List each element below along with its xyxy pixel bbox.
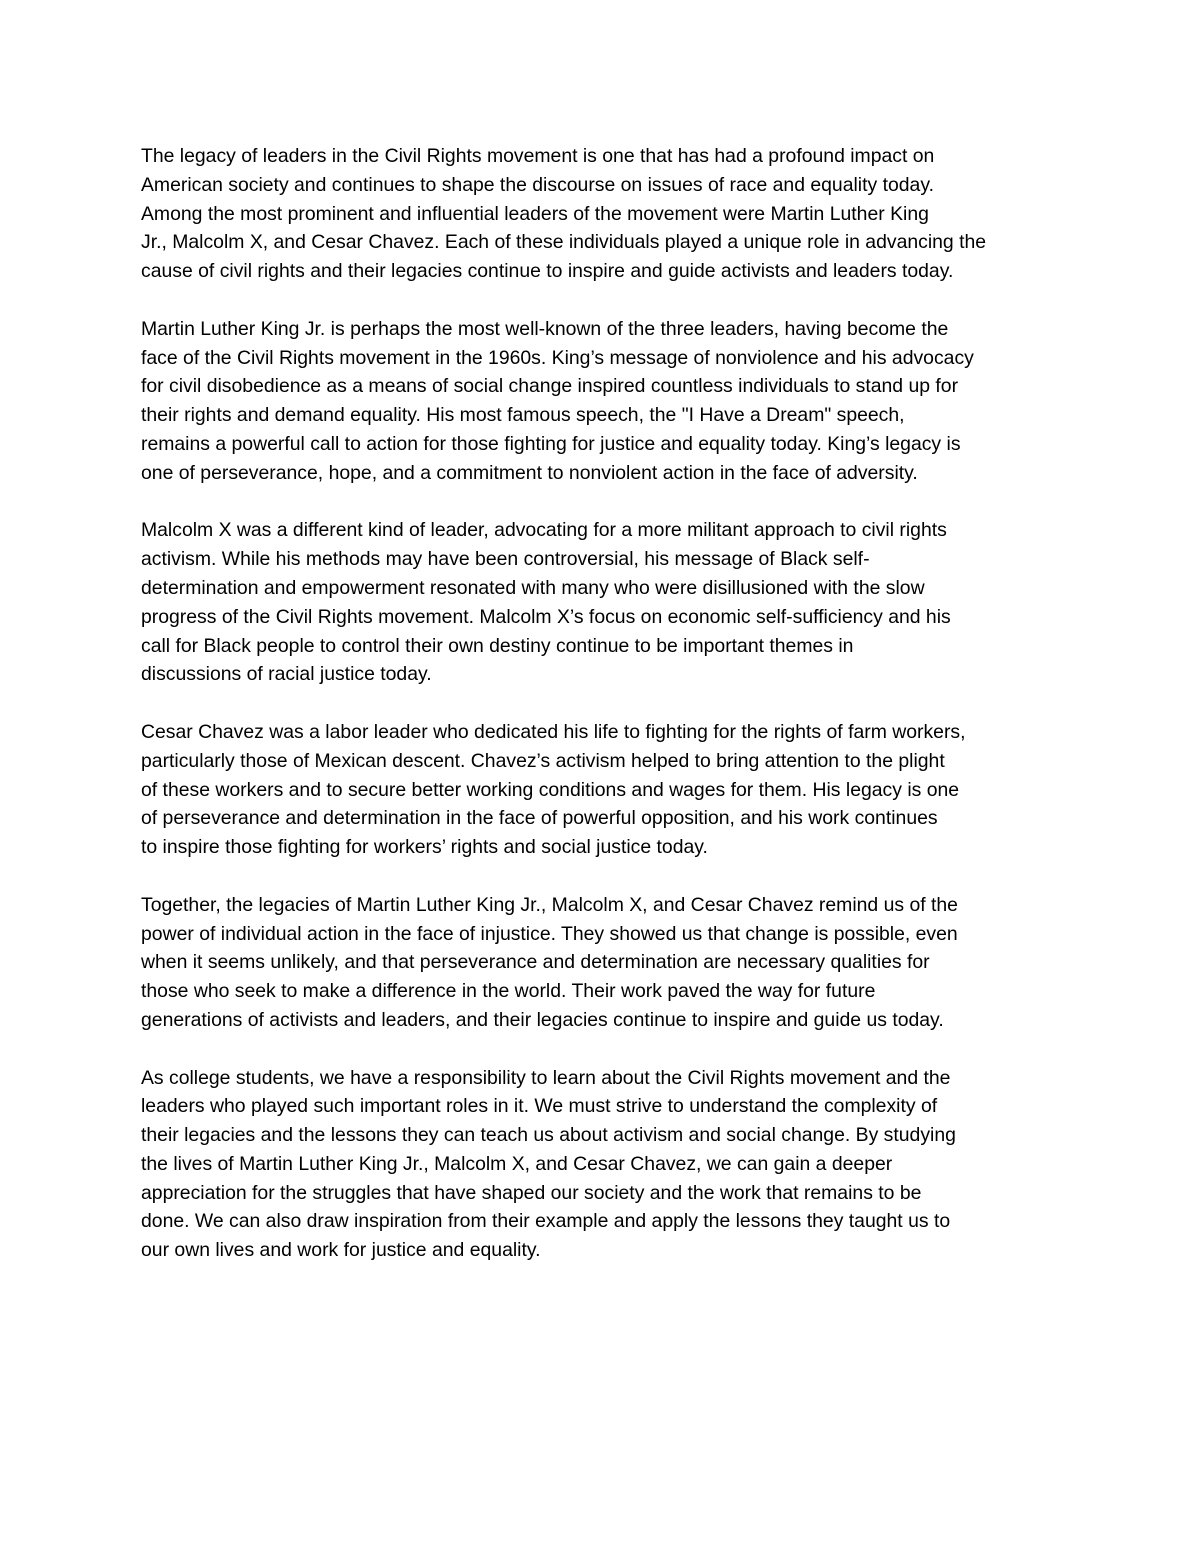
text-line: call for Black people to control their own destiny continue to be important themes in [141,634,854,657]
paragraph-cesar-chavez [141,718,1071,862]
text-line: of perseverance and determination in the face of powerful opposition, and his work continues [141,807,938,830]
text-line: their legacies and the lessons they can teach us about activism and social change. By studying [141,1124,956,1147]
paragraph-malcolm-x [141,516,1071,689]
text-line: power of individual action in the face of injustice. They showed us that change is possible, even [141,922,958,945]
text-line: appreciation for the struggles that have shaped our society and the work that remains to be [141,1181,922,1204]
text-line: to inspire those fighting for workers’ rights and social justice today. [141,836,708,859]
paragraph-mlk [141,315,1071,488]
text-line: activism. While his methods may have been controversial, his message of Black self- [141,548,870,571]
text-line: leaders who played such important roles in it. We must strive to understand the complexity of [141,1095,938,1118]
text-line: particularly those of Mexican descent. Chavez’s activism helped to bring attention to the plight [141,749,945,772]
text-line: progress of the Civil Rights movement. Malcolm X’s focus on economic self-sufficiency and his [141,605,951,628]
text-line: determination and empowerment resonated with many who were disillusioned with the slow [141,576,925,599]
text-line: our own lives and work for justice and equality. [141,1239,541,1262]
text-line: Among the most prominent and influential leaders of the movement were Martin Luther King [141,202,929,225]
text-line: American society and continues to shape the discourse on issues of race and equality today. [141,173,934,196]
text-line: one of perseverance, hope, and a commitment to nonviolent action in the face of adversity. [141,461,918,484]
text-line: Jr., Malcolm X, and Cesar Chavez. Each of these individuals played a unique role in advancing the [141,231,987,254]
text-line: Malcolm X was a different kind of leader, advocating for a more militant approach to civil rights [141,519,947,542]
text-line: when it seems unlikely, and that perseverance and determination are necessary qualities for [141,951,930,974]
text-line: done. We can also draw inspiration from their example and apply the lessons they taught us to [141,1210,951,1233]
paragraph-together [141,891,1071,1035]
text-line: discussions of racial justice today. [141,663,432,686]
text-line: those who seek to make a difference in the world. Their work paved the way for future [141,980,876,1003]
text-line: Together, the legacies of Martin Luther King Jr., Malcolm X, and Cesar Chavez remind us of the [141,893,958,916]
paragraph-college-students [141,1064,1071,1266]
text-line: generations of activists and leaders, and their legacies continue to inspire and guide us today. [141,1008,944,1031]
text-line: their rights and demand equality. His most famous speech, the "I Have a Dream" speech, [141,404,905,427]
document-body [141,142,1071,1294]
text-line: The legacy of leaders in the Civil Rights movement is one that has had a profound impact on [141,145,935,167]
text-line: Martin Luther King Jr. is perhaps the most well-known of the three leaders, having become the [141,317,949,340]
text-line: As college students, we have a responsibility to learn about the Civil Rights movement and the [141,1066,951,1089]
text-line: cause of civil rights and their legacies continue to inspire and guide activists and leaders today. [141,260,954,283]
text-line: Cesar Chavez was a labor leader who dedicated his life to fighting for the rights of farm workers, [141,720,966,743]
text-line: of these workers and to secure better working conditions and wages for them. His legacy is one [141,778,960,801]
text-line: for civil disobedience as a means of social change inspired countless individuals to stand up for [141,375,959,398]
text-line: face of the Civil Rights movement in the 1960s. King’s message of nonviolence and his advocacy [141,346,974,369]
text-line: the lives of Martin Luther King Jr., Malcolm X, and Cesar Chavez, we can gain a deeper [141,1152,893,1175]
text-line: remains a powerful call to action for those fighting for justice and equality today. King’s legacy is [141,432,961,455]
paragraph-intro [141,142,1071,286]
